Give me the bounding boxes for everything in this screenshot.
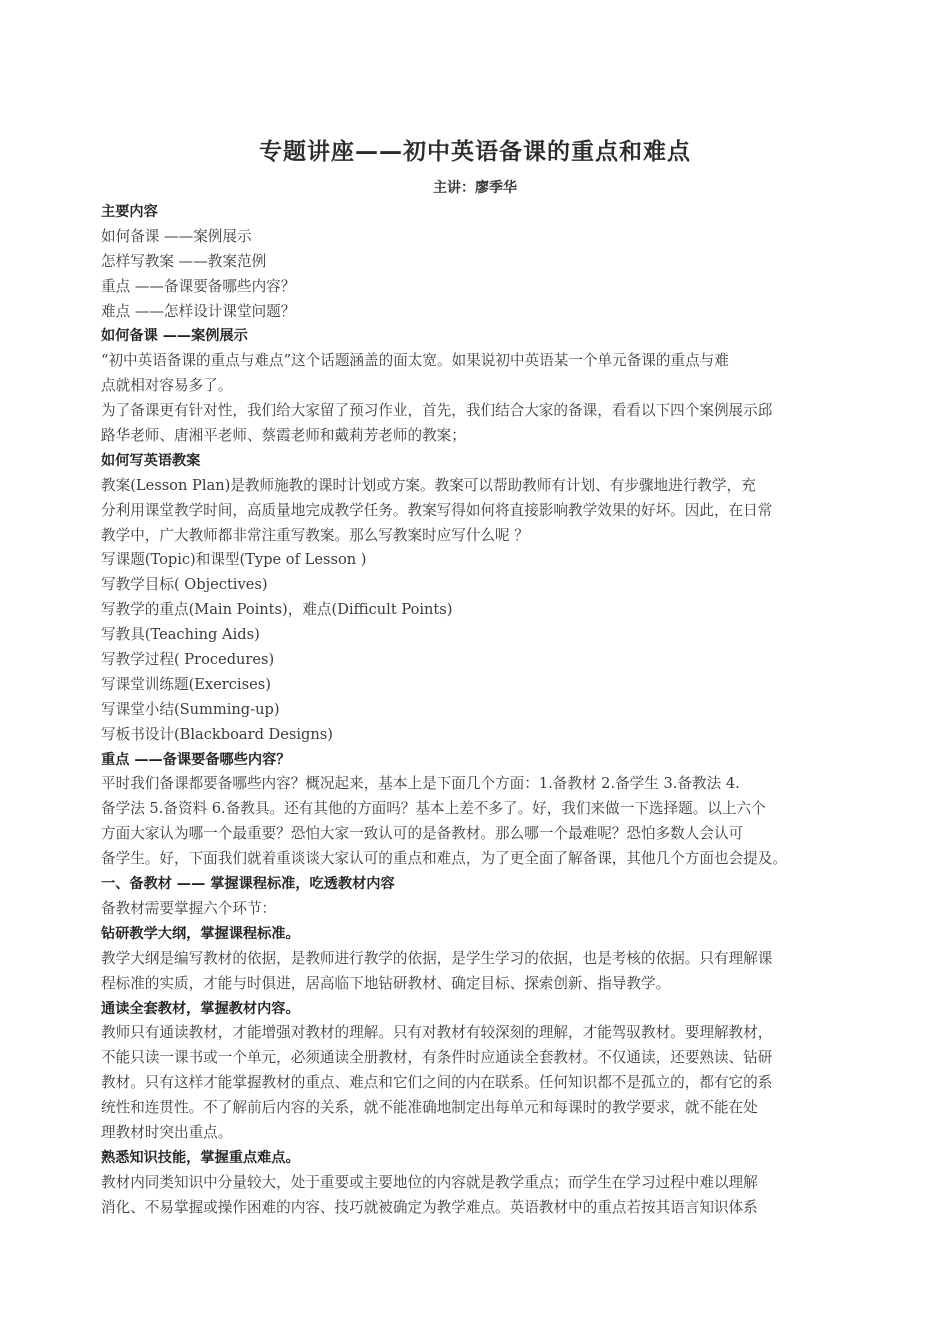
text-line: 为了备课更有针对性，我们给大家留了预习作业，首先，我们结合大家的备课，看看以下四个案例展示邱 (101, 402, 773, 420)
text-line: 写教学的重点(Main Points)，难点(Difficult Points) (101, 601, 453, 619)
text-line: 写教学目标( Objectives) (101, 576, 268, 594)
text-line: 备学生。好，下面我们就着重谈谈大家认可的重点和难点，为了更全面了解备课，其他几个方面也会提及。 (101, 850, 787, 868)
lecturer-line: 主讲：廖季华 (433, 180, 517, 196)
text-line: 教师只有通读教材，才能增强对教材的理解。只有对教材有较深刻的理解，才能驾驭教材。要理解教材， (101, 1024, 773, 1042)
text-line: “初中英语备课的重点与难点”这个话题涵盖的面太宽。如果说初中英语某一个单元备课的重点与难 (101, 352, 729, 370)
document-title: 专题讲座——初中英语备课的重点和难点 (259, 139, 691, 165)
text-line: 写课堂训练题(Exercises) (101, 675, 271, 693)
section-heading: 熟悉知识技能，掌握重点难点。 (101, 1149, 300, 1166)
text-line: 教材。只有这样才能掌握教材的重点、难点和它们之间的内在联系。任何知识都不是孤立的，都有它的系 (101, 1074, 773, 1092)
text-line: 教案(Lesson Plan)是教师施教的课时计划或方案。教案可以帮助教师有计划、有步骤地进行教学，充 (101, 476, 756, 494)
text-line: 平时我们备课都要备哪些内容？概况起来，基本上是下面几个方面：1.备教材 2.备学生 3.备教法 4. (101, 775, 740, 793)
text-line: 怎样写教案 ——教案范例 (101, 252, 267, 270)
text-line: 写课堂小结(Summing-up) (101, 700, 280, 718)
document-body (101, 200, 861, 1221)
section-heading: 如何写英语教案 (101, 452, 201, 469)
text-line: 教学大纲是编写教材的依据，是教师进行教学的依据，是学生学习的依据，也是考核的依据。只有理解课 (101, 949, 773, 967)
section-heading: 钻研教学大纲，掌握课程标准。 (101, 925, 300, 942)
text-line: 分利用课堂教学时间，高质量地完成教学任务。教案写得如何将直接影响教学效果的好坏。因此，在日常 (101, 501, 773, 519)
text-line: 教学中，广大教师都非常注重写教案。那么写教案时应写什么呢 ？ (101, 526, 529, 544)
section-heading: 主要内容 (101, 204, 158, 220)
text-line: 点就相对容易多了。 (101, 377, 233, 395)
text-line: 写教学过程( Procedures) (101, 651, 275, 669)
text-line: 程标准的实质，才能与时俱进，居高临下地钻研教材、确定目标、探索创新、指导教学。 (101, 974, 671, 992)
text-line: 写板书设计(Blackboard Designs) (101, 725, 333, 743)
text-line: 消化、不易掌握或操作困难的内容、技巧就被确定为教学难点。英语教材中的重点若按其语言知识体系 (101, 1198, 758, 1216)
text-line: 理教材时突出重点。 (101, 1123, 233, 1141)
section-heading: 如何备课 ——案例展示 (101, 328, 248, 345)
text-line: 如何备课 ——案例展示 (101, 227, 252, 245)
text-line: 备学法 5.备资料 6.备教具。还有其他的方面吗？基本上差不多了。好，我们来做一下选择题。以上六个 (101, 800, 766, 818)
text-line: 不能只读一课书或一个单元，必须通读全册教材，有条件时应通读全套教材。不仅通读，还要熟读、钻研 (101, 1049, 773, 1067)
section-heading: 重点 ——备课要备哪些内容？ (101, 751, 291, 768)
text-line: 路华老师、唐湘平老师、蔡霞老师和戴莉芳老师的教案； (101, 427, 466, 445)
text-line: 方面大家认为哪一个最重要？恐怕大家一致认可的是备教材。那么哪一个最难呢？恐怕多数人会认可 (101, 825, 744, 843)
section-heading: 一、备教材 —— 掌握课程标准，吃透教材内容 (101, 876, 395, 893)
text-line: 难点 ——怎样设计课堂问题？ (101, 302, 296, 320)
text-line: 备教材需要掌握六个环节： (101, 899, 277, 917)
section-heading: 通读全套教材，掌握教材内容。 (101, 1000, 300, 1017)
text-line: 统性和连贯性。不了解前后内容的关系，就不能准确地制定出每单元和每课时的教学要求，就不能在处 (101, 1099, 758, 1117)
text-line: 重点 ——备课要备哪些内容？ (101, 277, 296, 295)
text-line: 写教具(Teaching Aids) (101, 626, 260, 644)
text-line: 教材内同类知识中分量较大，处于重要或主要地位的内容就是教学重点；而学生在学习过程中难以理解 (101, 1173, 758, 1191)
text-line: 写课题(Topic)和课型(Type of Lesson ) (101, 551, 367, 569)
